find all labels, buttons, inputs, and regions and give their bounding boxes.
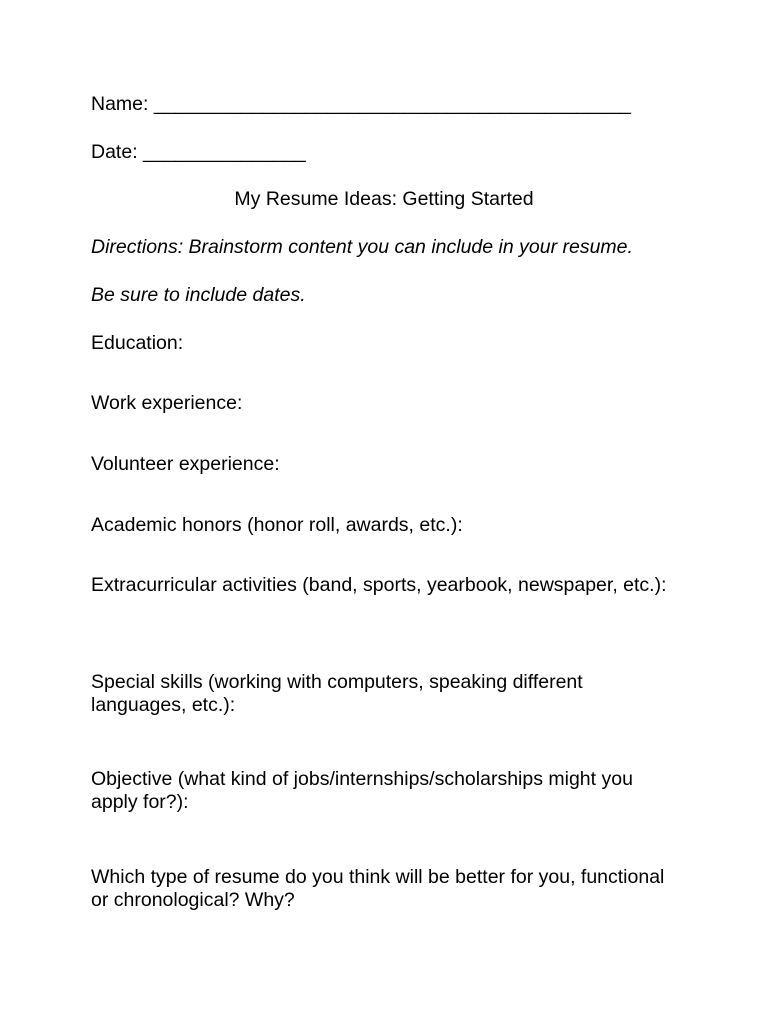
prompt-special-skills: Special skills (working with computers, speaking different languages, etc.): [91, 671, 583, 716]
prompt-volunteer-experience: Volunteer experience: [91, 453, 280, 475]
prompt-resume-type: Which type of resume do you think will be better for you, functional or chronological? Why? [91, 866, 665, 911]
dates-note: Be sure to include dates. [91, 284, 306, 306]
date-field-line: Date: _______________ [91, 141, 306, 163]
prompt-objective: Objective (what kind of jobs/internships/scholarships might you apply for?): [91, 768, 633, 813]
prompt-extracurricular: Extracurricular activities (band, sports, yearbook, newspaper, etc.): [91, 574, 667, 596]
directions-text: Directions: Brainstorm content you can include in your resume. [91, 236, 633, 258]
prompt-education: Education: [91, 332, 184, 354]
prompt-academic-honors: Academic honors (honor roll, awards, etc.): [91, 514, 463, 536]
prompt-work-experience: Work experience: [91, 392, 243, 414]
name-field-line: Name: ____________________________________________ [91, 93, 632, 115]
worksheet-title: My Resume Ideas: Getting Started [234, 188, 534, 210]
